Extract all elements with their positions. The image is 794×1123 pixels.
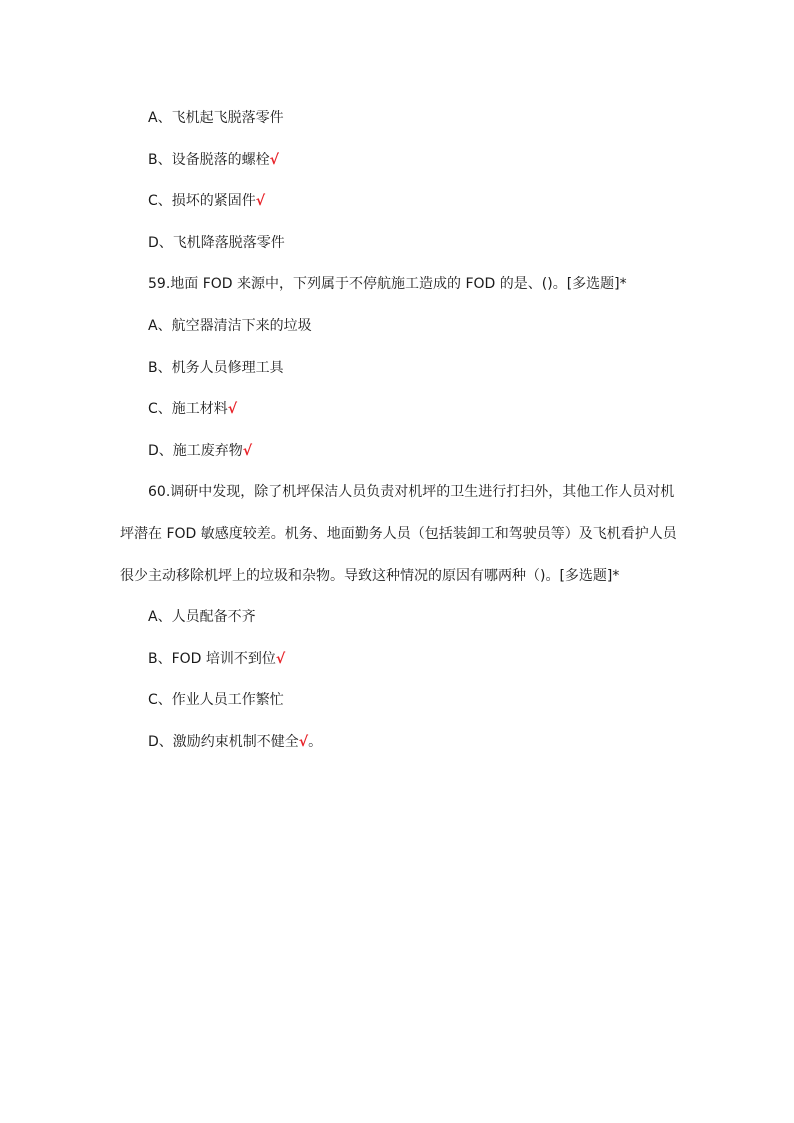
q58-option-a <box>148 108 284 128</box>
option-text: A、飞机起飞脱落零件 <box>148 110 284 126</box>
option-text: A、人员配备不齐 <box>148 609 256 625</box>
q60-option-c <box>148 690 284 710</box>
q60-question-line-2 <box>120 524 677 544</box>
q59-option-a <box>148 316 312 336</box>
checkmark-icon: √ <box>255 193 266 209</box>
option-text: D、施工废弃物 <box>148 443 243 459</box>
q59-question <box>148 274 627 294</box>
q58-option-b <box>148 150 279 170</box>
q60-option-a <box>148 607 256 627</box>
question-text: 60.调研中发现，除了机坪保洁人员负责对机坪的卫生进行打扫外，其他工作人员对机 <box>148 484 675 500</box>
option-suffix: 。 <box>308 734 323 750</box>
q59-option-c <box>148 399 237 419</box>
q60-option-d <box>148 732 322 752</box>
checkmark-icon: √ <box>227 401 238 417</box>
option-text: C、损坏的紧固件 <box>148 193 256 209</box>
q60-question-line-3 <box>120 566 619 586</box>
option-text: B、FOD 培训不到位 <box>148 651 276 667</box>
question-text: 很少主动移除机坪上的垃圾和杂物。导致这种情况的原因有哪两种（)。[多选题]* <box>120 568 620 584</box>
q60-option-b <box>148 649 285 669</box>
checkmark-icon: √ <box>275 651 286 667</box>
option-text: D、飞机降落脱落零件 <box>148 235 285 251</box>
q58-option-d <box>148 233 285 253</box>
option-text: D、激励约束机制不健全 <box>148 734 299 750</box>
q59-option-b <box>148 358 284 378</box>
q59-option-d <box>148 441 252 461</box>
option-text: C、作业人员工作繁忙 <box>148 692 284 708</box>
option-text: B、设备脱落的螺栓 <box>148 152 270 168</box>
q60-question-line-1 <box>148 482 674 502</box>
q58-option-c <box>148 191 265 211</box>
question-text: 坪潜在 FOD 敏感度较差。机务、地面勤务人员（包括装卸工和驾驶员等）及飞机看护人员 <box>120 526 677 542</box>
option-text: C、施工材料 <box>148 401 228 417</box>
option-text: B、机务人员修理工具 <box>148 360 284 376</box>
question-text: 59.地面 FOD 来源中，下列属于不停航施工造成的 FOD 的是、()。[多选题]* <box>148 276 627 292</box>
checkmark-icon: √ <box>242 443 253 459</box>
checkmark-icon: √ <box>298 734 309 750</box>
option-text: A、航空器清洁下来的垃圾 <box>148 318 312 334</box>
checkmark-icon: √ <box>269 152 279 168</box>
